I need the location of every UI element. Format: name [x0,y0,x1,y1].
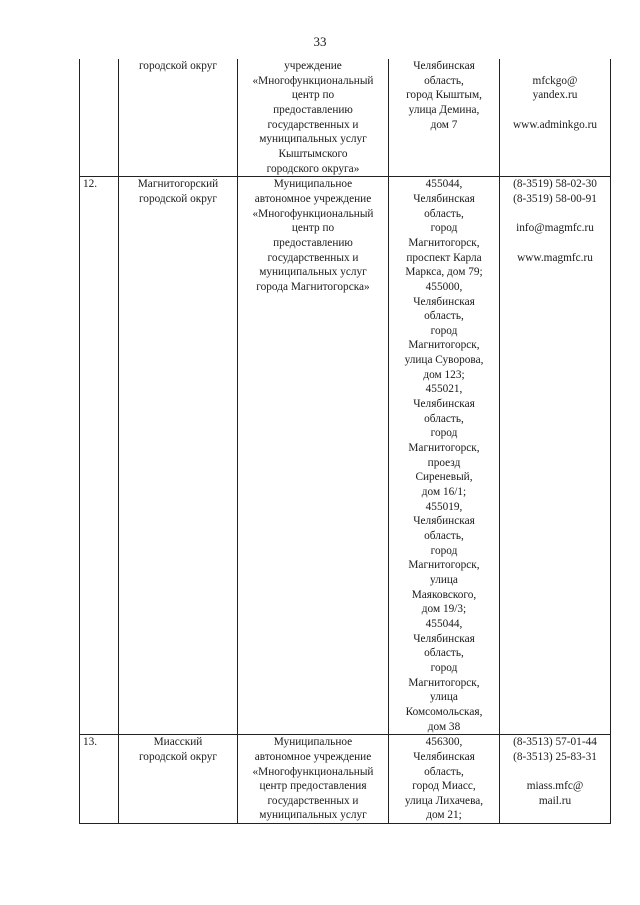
cell-line: область, [424,530,464,542]
cell-line: (8-3519) 58-02-30 [513,178,597,191]
cell-line: Комсомольская, [405,705,483,718]
cell-line [502,765,608,780]
cell-line: улица Лихачева, [404,794,484,807]
cell-line: Челябинская [413,515,475,528]
cell-line: 455019, [425,500,463,513]
address-cell [389,177,500,735]
contacts-cell [500,735,611,824]
cell-line: mfckgo@ [532,74,578,87]
organization-name-cell [238,735,389,824]
cell-line: городской округ [138,750,218,763]
cell-line: www.adminkgo.ru [513,118,597,131]
cell-line: дом 123; [423,368,465,381]
cell-line: Сиреневый, [415,471,473,484]
district-name-cell [119,177,238,735]
cell-line: Челябинская [413,295,475,308]
contacts-cell [500,59,611,177]
cell-line: (8-3519) 58-00-91 [513,192,597,205]
cell-line: проспект Карла [406,251,482,264]
cell-line: 455044, [425,178,463,191]
cell-line: Челябинская [413,60,475,72]
cell-line: центр по [291,222,335,235]
cell-line: город [430,661,458,674]
cell-line: mail.ru [538,794,572,807]
cell-line: yandex.ru [532,89,578,102]
cell-line: улица Демина, [408,103,480,116]
cell-line: Маяковского, [411,588,477,601]
cell-line: область, [424,74,464,87]
cell-line: городской округ [138,60,218,72]
row-number-cell [80,735,119,824]
cell-line: www.magmfc.ru [517,251,593,264]
cell-line: (8-3513) 57-01-44 [513,736,597,749]
cell-line: Челябинская [413,750,475,763]
cell-line: город [430,427,458,440]
cell-line: город [430,222,458,235]
cell-line: учреждение [284,60,342,72]
cell-line: муниципальных услуг [259,133,367,146]
cell-line: городской округ [138,192,218,205]
cell-line: Муниципальное [273,178,353,191]
cell-line: Магнитогорский [137,178,219,191]
cell-line: 455021, [425,383,463,396]
row-number-cell [80,59,119,177]
cell-line: улица [430,691,458,704]
cell-line: Челябинская [413,398,475,411]
cell-line: дом 16/1; [421,486,467,499]
cell-line: город [430,324,458,337]
contacts-cell [500,177,611,735]
cell-line: улица Суворова, [404,354,484,367]
cell-line: Магнитогорск, [408,442,480,455]
district-name-cell [119,735,238,824]
address-cell [389,735,500,824]
table-row [80,735,611,824]
cell-line: miass.mfc@ [526,780,584,793]
cell-line: город Миасс, [412,780,476,793]
cell-line: info@magmfc.ru [516,222,594,235]
cell-line: Магнитогорск, [408,559,480,572]
cell-line: 455044, [425,617,463,630]
cell-line: область, [424,647,464,660]
cell-line: муниципальных услуг [259,809,367,822]
cell-line: государственных и [267,118,359,131]
cell-line: Челябинская [413,632,475,645]
cell-line: область, [424,765,464,778]
cell-line: Миасский [153,736,203,749]
cell-line: Магнитогорск, [408,676,480,689]
cell-line: города Магнитогорска» [256,280,370,293]
cell-line: область, [424,412,464,425]
cell-line: предоставлению [273,103,353,116]
cell-line: 455000, [425,280,463,293]
cell-line: город Кыштым, [406,89,482,102]
district-name-cell [119,59,238,177]
cell-line: (8-3513) 25-83-31 [513,750,597,763]
cell-line: проезд [427,456,461,469]
cell-line: область, [424,207,464,220]
cell-line: Магнитогорск, [408,339,480,352]
cell-line: автономное учреждение [254,750,372,763]
cell-line: дом 19/3; [421,603,467,616]
cell-line: государственных и [267,251,359,264]
cell-line: центр предоставления [259,780,367,793]
organization-name-cell [238,59,389,177]
cell-line: дом 21; [426,809,462,822]
cell-line: улица [430,573,458,586]
cell-line: предоставлению [273,236,353,249]
cell-line: область, [424,310,464,323]
cell-line: «Многофункциональный [252,207,374,220]
cell-line: Магнитогорск, [408,236,480,249]
cell-line: дом 38 [427,720,461,733]
cell-line: Кыштымского [278,147,348,160]
mfc-table [79,59,611,824]
cell-line: «Многофункциональный [252,74,374,87]
cell-line: Муниципальное [273,736,353,749]
address-cell [389,59,500,177]
table-row [80,177,611,735]
cell-line: 456300, [425,736,463,749]
cell-line: городского округа» [266,162,360,175]
cell-line [502,236,608,251]
cell-line: центр по [291,89,335,102]
row-number-cell [80,177,119,735]
cell-line: муниципальных услуг [259,266,367,279]
cell-line [502,103,608,118]
row-number: 13. [83,736,98,749]
organization-name-cell [238,177,389,735]
cell-line: автономное учреждение [254,192,372,205]
page-number: 33 [313,34,327,49]
cell-line [502,207,608,222]
cell-line: дом 7 [430,118,458,131]
cell-line: государственных и [267,794,359,807]
cell-line: Челябинская [413,192,475,205]
cell-line: Маркса, дом 79; [405,266,483,279]
row-number: 12. [83,178,98,191]
cell-line: «Многофункциональный [252,765,374,778]
table-row [80,59,611,177]
cell-line: город [430,544,458,557]
cell-line [502,59,608,74]
